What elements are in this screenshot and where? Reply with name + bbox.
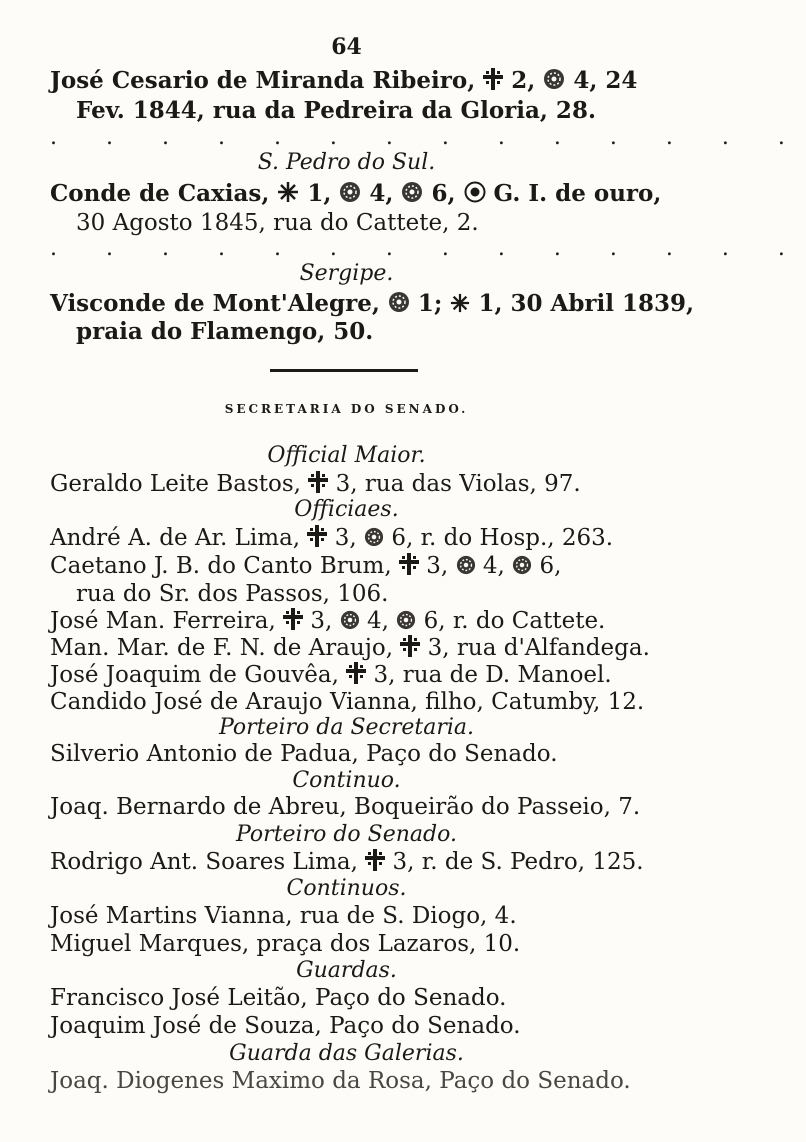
entry-line: [50, 67, 637, 94]
rose-order-icon: [339, 181, 361, 203]
rose-order-icon: [543, 68, 565, 90]
entry-line: [50, 180, 661, 207]
divider-rule: [270, 369, 418, 372]
entry-line: 30 Agosto 1845, rua do Cattete, 2.: [76, 210, 479, 236]
subsection-title: Guarda das Galerias.: [229, 1041, 464, 1066]
cross-order-icon: [365, 849, 385, 871]
subsection-title: Official Maior.: [267, 443, 426, 468]
entry-line: Candido José de Araujo Vianna, filho, Catumby, 12.: [50, 689, 645, 715]
entry-value: G. I. de ouro,: [493, 180, 662, 207]
entry-value: 1;: [417, 290, 443, 317]
circle-medal-icon: [464, 181, 486, 203]
entry-value: 4,: [369, 180, 394, 207]
page-number: 64: [331, 34, 362, 60]
entry-line: Joaq. Diogenes Maximo da Rosa, Paço do Senado.: [50, 1068, 631, 1094]
cross-order-icon: [283, 608, 303, 630]
section-heading: S. Pedro do Sul.: [257, 150, 436, 175]
subsection-title: Continuo.: [292, 768, 401, 793]
rose-order-icon: [396, 610, 416, 630]
cross-order-icon: [346, 662, 366, 684]
subsection-title: Porteiro da Secretaria.: [218, 715, 475, 740]
star-order-icon: [450, 293, 470, 313]
cross-order-icon: [400, 635, 420, 657]
section-heading: Sergipe.: [299, 261, 394, 286]
entry-value: 24: [605, 67, 638, 94]
entry-line: José Joaquim de Gouvêa, 3, rua de D. Manoel.: [50, 662, 612, 688]
entry-value: 1, 30 Abril 1839,: [478, 290, 695, 317]
entry-line: Fev. 1844, rua da Pedreira da Gloria, 28.: [76, 97, 596, 124]
entry-line: José Man. Ferreira, 3, 4, 6, r. do Cattete.: [50, 608, 606, 634]
entry-line: [50, 290, 694, 317]
entry-line: Miguel Marques, praça dos Lazaros, 10.: [50, 931, 521, 957]
entry-value: 1,: [307, 180, 332, 207]
entry-name: José Cesario de Miranda Ribeiro,: [50, 67, 476, 94]
subsection-title: Guardas.: [296, 958, 397, 983]
rose-order-icon: [340, 610, 360, 630]
section-heading-caps: SECRETARIA DO SENADO.: [224, 402, 469, 416]
subsection-title: Officiaes.: [294, 497, 399, 522]
entry-line: André A. de Ar. Lima, 3, 6, r. do Hosp., 263.: [50, 525, 614, 551]
cross-order-icon: [483, 68, 503, 90]
subsection-title: Porteiro do Senado.: [236, 822, 457, 847]
entry-line: Silverio Antonio de Padua, Paço do Senado.: [50, 741, 558, 767]
dots-separator: . . . . . . . . . . . . . .: [50, 125, 806, 150]
entry-line: Joaquim José de Souza, Paço do Senado.: [50, 1013, 521, 1039]
entry-value: 4,: [573, 67, 598, 94]
entry-line: Joaq. Bernardo de Abreu, Boqueirão do Passeio, 7.: [50, 794, 641, 820]
rose-order-icon: [364, 527, 384, 547]
dots-separator: . . . . . . . . . . . . . .: [50, 236, 806, 261]
rose-order-icon: [456, 555, 476, 575]
star-order-icon: [277, 181, 299, 203]
rose-order-icon: [388, 291, 410, 313]
entry-line: Man. Mar. de F. N. de Araujo, 3, rua d'Alfandega.: [50, 635, 650, 661]
cross-order-icon: [399, 553, 419, 575]
entry-line: rua do Sr. dos Passos, 106.: [76, 581, 389, 607]
entry-line: Francisco José Leitão, Paço do Senado.: [50, 985, 507, 1011]
entry-line: José Martins Vianna, rua de S. Diogo, 4.: [50, 903, 517, 929]
cross-order-icon: [307, 525, 327, 547]
rose-order-icon: [401, 181, 423, 203]
entry-line: Geraldo Leite Bastos, 3, rua das Violas, 97.: [50, 471, 581, 497]
entry-name: Visconde de Mont'Alegre,: [50, 290, 380, 317]
subsection-title: Continuos.: [286, 876, 407, 901]
entry-value: 6,: [431, 180, 456, 207]
entry-name: Conde de Caxias,: [50, 180, 270, 207]
rose-order-icon: [512, 555, 532, 575]
entry-line: Rodrigo Ant. Soares Lima, 3, r. de S. Pedro, 125.: [50, 849, 644, 875]
cross-order-icon: [308, 471, 328, 493]
entry-line: praia do Flamengo, 50.: [76, 318, 374, 345]
entry-value: 2,: [511, 67, 536, 94]
entry-line: Caetano J. B. do Canto Brum, 3, 4, 6,: [50, 553, 562, 579]
